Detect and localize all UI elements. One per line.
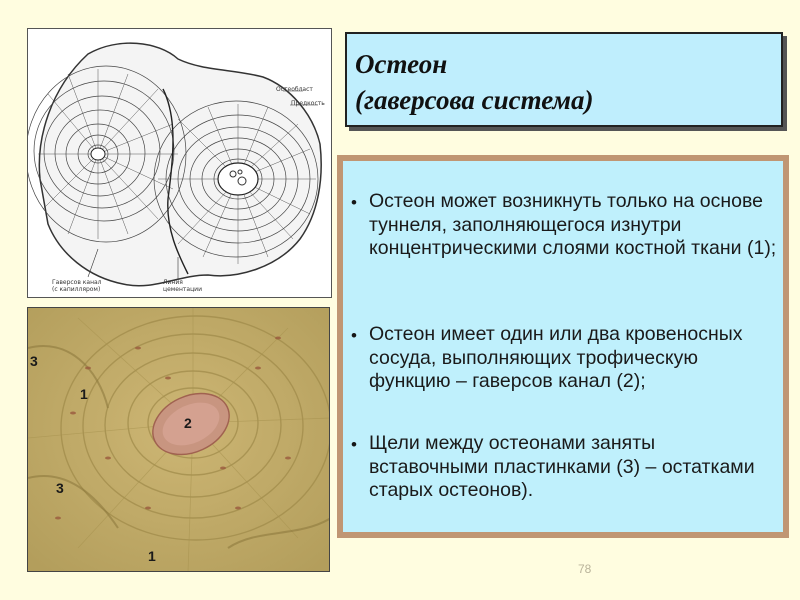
bullet-icon: • xyxy=(351,435,357,454)
micrograph-label-3a: 3 xyxy=(30,353,38,369)
osteon-micrograph xyxy=(27,307,330,572)
text-box xyxy=(337,155,789,538)
micrograph-svg xyxy=(28,308,330,572)
bullet-text-2: Остеон имеет один или два кровеносных сосуда, выполняющих трофическую функцию – гаверсов канал (2); xyxy=(369,323,743,392)
title-line-2: (гаверсова система) xyxy=(355,85,594,115)
micrograph-label-3b: 3 xyxy=(56,480,64,496)
title-line-1: Остеон xyxy=(355,49,448,79)
micrograph-label-2: 2 xyxy=(184,415,192,431)
micrograph-label-1a: 1 xyxy=(80,386,88,402)
osteon-drawing-svg xyxy=(28,29,332,298)
bullet-icon: • xyxy=(351,193,357,212)
label-cement-line: Линия xyxy=(163,279,183,286)
label-haversian-canal: Гаверсов канал xyxy=(52,279,102,286)
micrograph-label-1b: 1 xyxy=(148,548,156,564)
bullet-text-3: Щели между остеонами заняты вставочными пластинками (3) – остатками старых остеонов). xyxy=(369,432,755,501)
title-box xyxy=(345,32,783,127)
bullet-text-1: Остеон может возникнуть только на основе туннеля, заполняющегося изнутри концентрическими слоями костной ткани (1); xyxy=(369,190,777,259)
label-osteoblast: Остеобласт xyxy=(276,86,313,93)
label-haversian-capillary: (с капилляром) xyxy=(52,286,101,293)
text-box-inner xyxy=(343,161,783,532)
bullet-icon: • xyxy=(351,326,357,345)
osteon-drawing xyxy=(27,28,332,298)
page-number: 78 xyxy=(578,562,592,576)
label-cement-line-2: цементации xyxy=(163,286,202,293)
label-predkost: Предкость xyxy=(291,100,325,107)
